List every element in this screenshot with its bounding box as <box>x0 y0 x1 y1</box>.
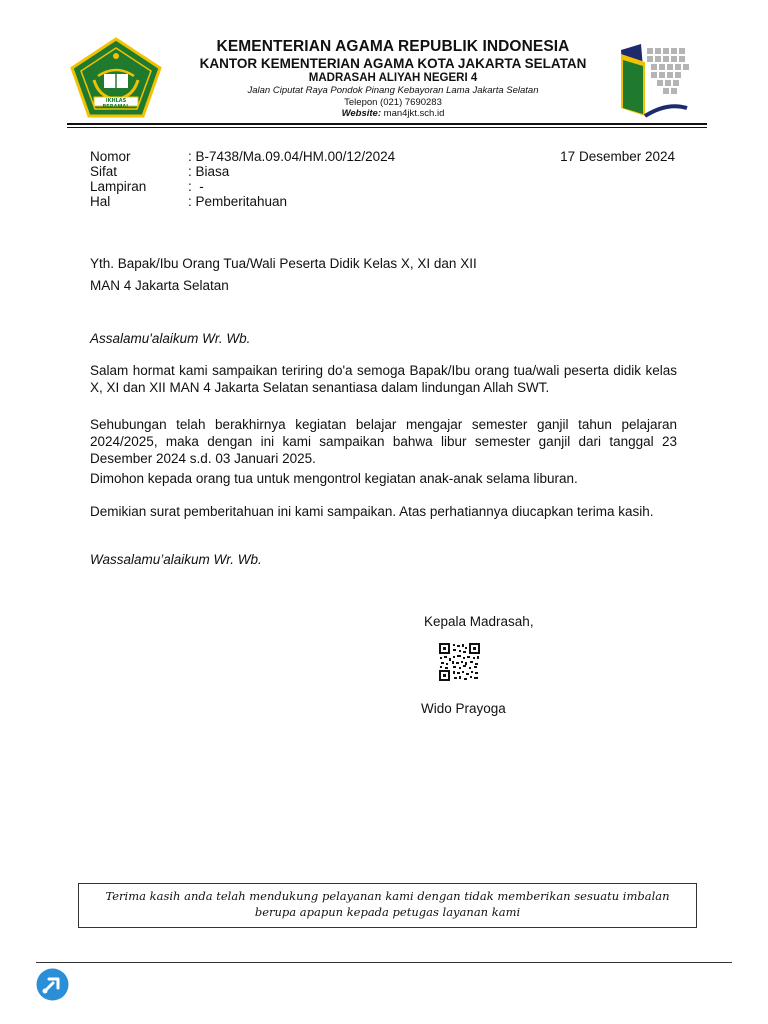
recipient-line-2: MAN 4 Jakarta Selatan <box>90 278 229 293</box>
header-rule-thin <box>67 127 707 128</box>
header-phone: Telepon (021) 7690283 <box>344 97 442 108</box>
integrity-notice-box <box>78 883 697 928</box>
nomor-label: Nomor <box>90 149 131 164</box>
logo-motto: IKHLAS BERAMAL <box>102 98 130 110</box>
share-badge-icon[interactable] <box>36 968 69 1001</box>
greeting: Assalamu'alaikum Wr. Wb. <box>90 331 251 346</box>
header-ministry: KEMENTERIAN AGAMA REPUBLIK INDONESIA <box>216 38 570 55</box>
website-url: man4jkt.sch.id <box>383 108 445 119</box>
header-website <box>160 108 626 119</box>
paragraph-4: Demikian surat pemberitahuan ini kami sampaikan. Atas perhatiannya diucapkan terima kasih. <box>90 504 654 519</box>
header-office: KANTOR KEMENTERIAN AGAMA KOTA JAKARTA SELATAN <box>199 56 587 71</box>
nomor-value: : B-7438/Ma.09.04/HM.00/12/2024 <box>188 149 396 164</box>
header-address: Jalan Ciputat Raya Pondok Pinang Kebayoran Lama Jakarta Selatan <box>247 85 539 96</box>
paragraph-1: Salam hormat kami sampaikan teriring do'a semoga Bapak/Ibu orang tua/wali peserta didik kelas X, XI dan XII MAN 4 Jakarta Selatan senantiasa dalam lindungan Allah SWT. <box>90 363 677 395</box>
sifat-label: Sifat <box>90 164 118 179</box>
hal-value: : Pemberitahuan <box>188 194 288 209</box>
integrity-notice-line-2: berupa apapun kepada petugas layanan kami <box>254 905 521 919</box>
ministry-emblem-logo <box>68 36 164 120</box>
page-bottom-rule <box>36 962 732 963</box>
qr-code-signature <box>439 643 480 681</box>
lampiran-value: : - <box>188 179 204 194</box>
integrity-notice-line-1: Terima kasih anda telah mendukung pelayanan kami dengan tidak memberikan sesuatu imbalan <box>105 889 670 903</box>
lampiran-label: Lampiran <box>90 179 147 194</box>
hal-label: Hal <box>90 194 111 209</box>
signature-title: Kepala Madrasah, <box>424 614 534 629</box>
header-rule-thick <box>67 123 707 125</box>
header-school: MADRASAH ALIYAH NEGERI 4 <box>308 72 478 84</box>
closing: Wassalamu’alaikum Wr. Wb. <box>90 552 262 567</box>
sifat-value: : Biasa <box>188 164 230 179</box>
paragraph-3: Dimohon kepada orang tua untuk mengontrol kegiatan anak-anak selama liburan. <box>90 471 578 486</box>
website-label: Website: <box>341 108 382 119</box>
signatory-name: Wido Prayoga <box>421 701 506 716</box>
paragraph-2: Sehubungan telah berakhirnya kegiatan belajar mengajar semester ganjil tahun pelajaran 2024/2025, maka dengan ini kami sampaikan bahwa libur semester ganjil dari tanggal 23 Desember 2024 s.d. 03 Januari 2025. <box>90 417 677 466</box>
letter-date: 17 Desember 2024 <box>560 149 675 164</box>
recipient-line-1: Yth. Bapak/Ibu Orang Tua/Wali Peserta Didik Kelas X, XI dan XII <box>90 256 477 271</box>
school-book-logo <box>617 42 697 118</box>
